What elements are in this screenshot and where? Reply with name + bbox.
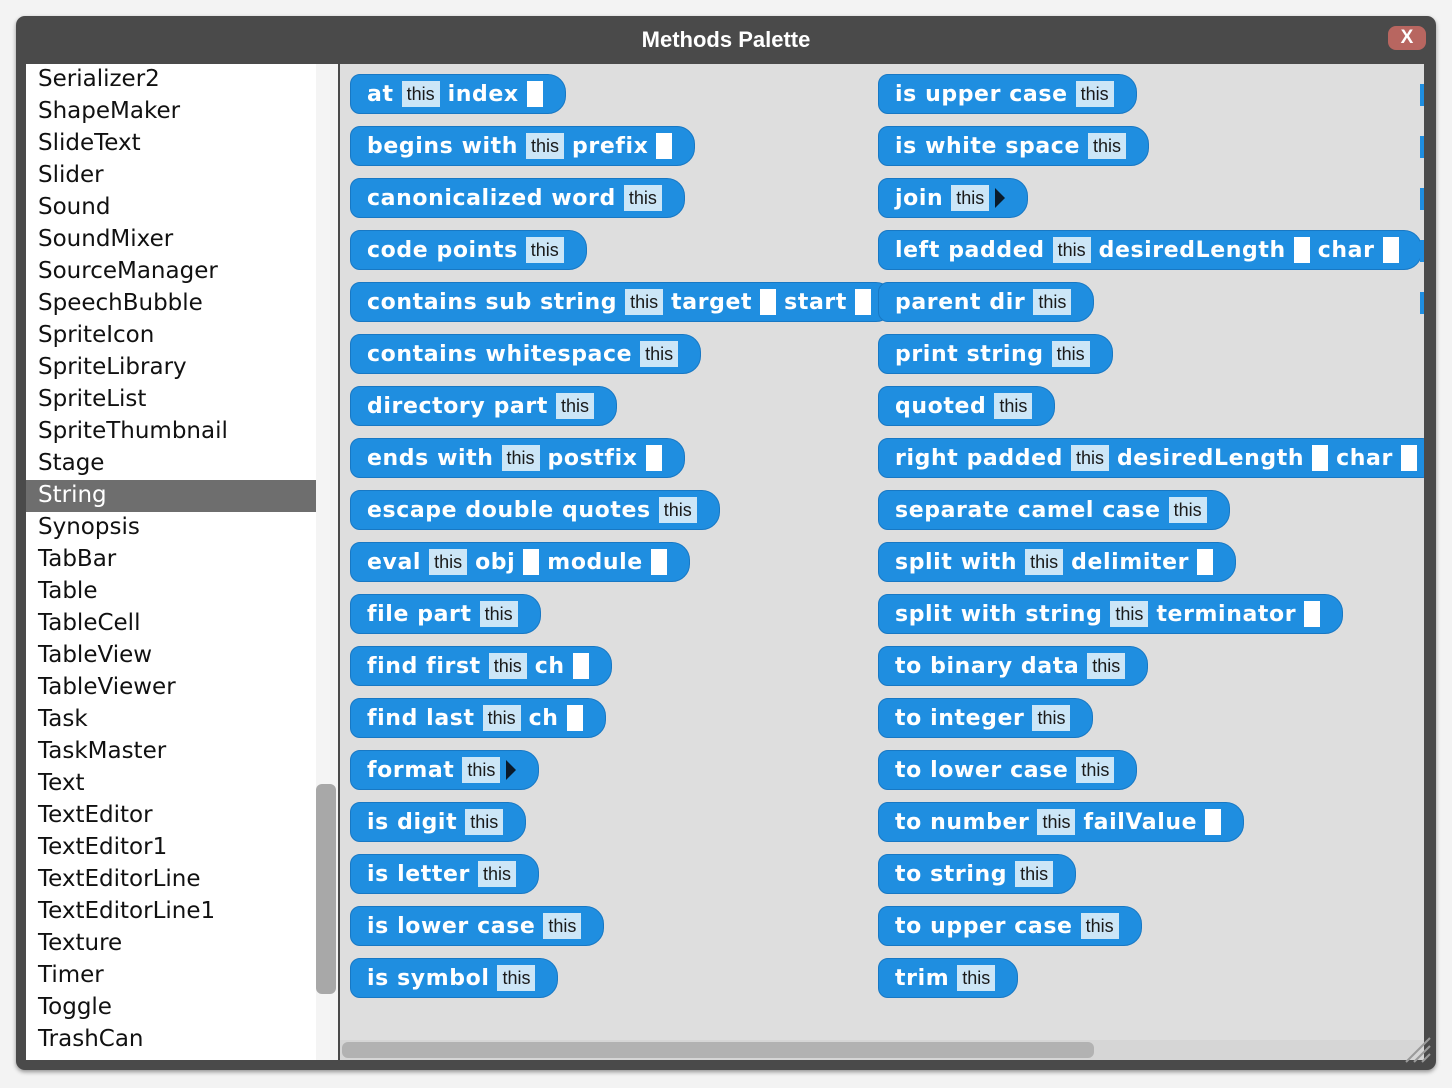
method-block[interactable] xyxy=(350,490,720,530)
title-bar[interactable] xyxy=(16,16,1436,64)
this-slot[interactable]: this xyxy=(429,549,467,575)
method-keyword: postfix xyxy=(547,445,638,471)
window-title: Methods Palette xyxy=(641,27,811,52)
this-slot[interactable]: this xyxy=(497,965,535,991)
class-list-item[interactable]: Stage xyxy=(38,450,105,476)
method-keyword: to string xyxy=(895,861,1008,887)
clipped-block[interactable] xyxy=(1420,240,1424,262)
class-list-scroll-thumb[interactable] xyxy=(316,784,336,994)
class-list-item[interactable]: TextEditor xyxy=(38,802,153,828)
this-slot[interactable]: this xyxy=(951,185,989,211)
argument-input-slot[interactable] xyxy=(651,549,667,575)
method-keyword: prefix xyxy=(572,133,649,159)
method-keyword: failValue xyxy=(1083,809,1198,835)
method-keyword: quoted xyxy=(895,393,987,419)
method-block[interactable] xyxy=(350,542,690,582)
method-keyword: contains sub string xyxy=(367,289,618,315)
class-list-item[interactable]: ShapeMaker xyxy=(38,98,181,124)
method-keyword: parent dir xyxy=(895,289,1026,315)
method-keyword: find first xyxy=(367,653,481,679)
this-slot[interactable]: this xyxy=(1081,913,1119,939)
this-slot[interactable]: this xyxy=(1071,445,1109,471)
clipped-block[interactable] xyxy=(1420,136,1424,158)
method-keyword: is letter xyxy=(367,861,470,887)
class-list-item[interactable]: SpriteLibrary xyxy=(38,354,187,380)
method-keyword: left padded xyxy=(895,237,1045,263)
class-list-item[interactable]: TableView xyxy=(38,642,153,668)
method-keyword: begins with xyxy=(367,133,519,159)
method-keyword: char xyxy=(1317,237,1375,263)
method-keyword: right padded xyxy=(895,445,1063,471)
this-slot[interactable]: this xyxy=(489,653,527,679)
this-slot[interactable]: this xyxy=(1052,341,1090,367)
method-keyword: is symbol xyxy=(367,965,490,991)
method-keyword: at xyxy=(367,81,394,107)
method-block[interactable] xyxy=(350,854,539,894)
method-keyword: separate camel case xyxy=(895,497,1161,523)
class-list[interactable] xyxy=(26,64,316,1060)
class-list-item[interactable]: SourceManager xyxy=(38,258,218,284)
this-slot[interactable]: this xyxy=(526,237,564,263)
methods-palette-window xyxy=(16,16,1436,1070)
method-block[interactable] xyxy=(350,334,701,374)
method-keyword: ch xyxy=(534,653,565,679)
this-slot[interactable]: this xyxy=(1015,861,1053,887)
class-list-item[interactable]: Serializer2 xyxy=(38,66,160,92)
class-list-item[interactable]: Texture xyxy=(38,930,123,956)
class-list-item[interactable]: Task xyxy=(38,706,88,732)
this-slot[interactable]: this xyxy=(1076,81,1114,107)
methods-horizontal-scroll-thumb[interactable] xyxy=(342,1042,1094,1058)
class-list-item[interactable]: TrashCan xyxy=(38,1026,144,1052)
method-block[interactable] xyxy=(878,178,1028,218)
method-block[interactable] xyxy=(350,750,539,790)
this-slot[interactable]: this xyxy=(994,393,1032,419)
argument-input-slot[interactable] xyxy=(656,133,672,159)
this-slot[interactable]: this xyxy=(1037,809,1075,835)
method-block[interactable] xyxy=(878,854,1076,894)
class-list-item[interactable]: Table xyxy=(38,578,98,604)
method-block[interactable] xyxy=(878,74,1137,114)
argument-input-slot[interactable] xyxy=(1197,549,1213,575)
class-list-item[interactable]: TextEditorLine xyxy=(38,866,201,892)
expand-arrow-icon[interactable] xyxy=(995,188,1005,208)
this-slot[interactable]: this xyxy=(543,913,581,939)
method-keyword: split with xyxy=(895,549,1018,575)
close-button[interactable]: X xyxy=(1388,26,1426,50)
method-keyword: find last xyxy=(367,705,475,731)
method-keyword: desiredLength xyxy=(1116,445,1305,471)
clipped-block[interactable] xyxy=(1420,188,1424,210)
method-block[interactable] xyxy=(350,698,606,738)
method-block[interactable] xyxy=(350,594,541,634)
class-list-item[interactable]: Synopsis xyxy=(38,514,140,540)
method-keyword: is lower case xyxy=(367,913,536,939)
class-list-item[interactable]: Toggle xyxy=(38,994,112,1020)
class-list-item[interactable]: Text xyxy=(38,770,85,796)
resize-handle-icon[interactable] xyxy=(1402,1034,1432,1064)
clipped-block[interactable] xyxy=(1420,84,1424,106)
methods-column-left xyxy=(350,74,894,1010)
method-keyword: to binary data xyxy=(895,653,1080,679)
class-list-item[interactable]: String xyxy=(26,480,316,512)
method-block[interactable] xyxy=(350,646,612,686)
clipped-block[interactable] xyxy=(1420,292,1424,314)
method-keyword: to upper case xyxy=(895,913,1073,939)
method-keyword: split with string xyxy=(895,601,1103,627)
method-keyword: format xyxy=(367,757,455,783)
method-keyword: delimiter xyxy=(1071,549,1190,575)
this-slot[interactable]: this xyxy=(659,497,697,523)
method-keyword: terminator xyxy=(1156,601,1297,627)
class-list-item[interactable]: TaskMaster xyxy=(38,738,167,764)
class-list-item[interactable]: SpriteIcon xyxy=(38,322,155,348)
method-keyword: to integer xyxy=(895,705,1025,731)
method-keyword: ends with xyxy=(367,445,494,471)
method-block[interactable] xyxy=(878,646,1148,686)
class-list-item[interactable]: Slider xyxy=(38,162,104,188)
method-block[interactable] xyxy=(878,490,1230,530)
method-keyword: ch xyxy=(528,705,559,731)
class-list-item[interactable]: TextEditorLine1 xyxy=(38,898,216,924)
method-block[interactable] xyxy=(350,230,587,270)
this-slot[interactable]: this xyxy=(1087,653,1125,679)
class-list-item[interactable]: TableViewer xyxy=(38,674,176,700)
method-keyword: to number xyxy=(895,809,1030,835)
argument-input-slot[interactable] xyxy=(567,705,583,731)
method-keyword: escape double quotes xyxy=(367,497,651,523)
methods-horizontal-scrollbar[interactable] xyxy=(340,1040,1424,1060)
argument-input-slot[interactable] xyxy=(855,289,871,315)
class-list-item[interactable]: SpriteList xyxy=(38,386,147,412)
method-keyword: directory part xyxy=(367,393,548,419)
method-keyword: obj xyxy=(475,549,516,575)
argument-input-slot[interactable] xyxy=(1383,237,1399,263)
class-list-item[interactable]: SpeechBubble xyxy=(38,290,203,316)
method-block[interactable] xyxy=(878,958,1018,998)
this-slot[interactable]: this xyxy=(478,861,516,887)
method-block[interactable] xyxy=(350,126,695,166)
method-keyword: desiredLength xyxy=(1098,237,1286,263)
methods-column-right xyxy=(878,74,1424,1010)
argument-input-slot[interactable] xyxy=(573,653,589,679)
this-slot[interactable]: this xyxy=(1088,133,1126,159)
argument-input-slot[interactable] xyxy=(1312,445,1328,471)
method-block[interactable] xyxy=(878,802,1244,842)
class-list-item[interactable]: SlideText xyxy=(38,130,141,156)
this-slot[interactable]: this xyxy=(957,965,995,991)
argument-input-slot[interactable] xyxy=(1205,809,1221,835)
method-block[interactable] xyxy=(878,282,1094,322)
method-keyword: is digit xyxy=(367,809,458,835)
method-keyword: is white space xyxy=(895,133,1080,159)
method-block[interactable] xyxy=(878,698,1093,738)
this-slot[interactable]: this xyxy=(483,705,521,731)
argument-input-slot[interactable] xyxy=(1294,237,1310,263)
method-keyword: code points xyxy=(367,237,518,263)
method-block[interactable] xyxy=(350,802,526,842)
class-list-item[interactable]: Timer xyxy=(38,962,104,988)
class-list-item[interactable]: TabBar xyxy=(38,546,117,572)
expand-arrow-icon[interactable] xyxy=(506,760,516,780)
this-slot[interactable]: this xyxy=(625,289,663,315)
argument-input-slot[interactable] xyxy=(523,549,539,575)
this-slot[interactable]: this xyxy=(640,341,678,367)
method-keyword: print string xyxy=(895,341,1044,367)
method-keyword: to lower case xyxy=(895,757,1069,783)
method-block[interactable] xyxy=(350,906,604,946)
this-slot[interactable]: this xyxy=(1025,549,1063,575)
method-block[interactable] xyxy=(878,750,1137,790)
this-slot[interactable]: this xyxy=(1053,237,1091,263)
class-list-item[interactable]: TableCell xyxy=(38,610,141,636)
method-block[interactable] xyxy=(350,958,558,998)
method-keyword: trim xyxy=(895,965,950,991)
method-keyword: target xyxy=(671,289,753,315)
class-list-item[interactable]: SpriteThumbnail xyxy=(38,418,228,444)
method-block[interactable] xyxy=(350,438,685,478)
method-block[interactable] xyxy=(350,386,617,426)
this-slot[interactable]: this xyxy=(402,81,440,107)
methods-area xyxy=(340,64,1424,1060)
this-slot[interactable]: this xyxy=(480,601,518,627)
this-slot[interactable]: this xyxy=(1032,705,1070,731)
class-list-item[interactable]: Sound xyxy=(38,194,111,220)
class-list-item[interactable]: SoundMixer xyxy=(38,226,174,252)
method-keyword: char xyxy=(1336,445,1393,471)
method-block[interactable] xyxy=(878,334,1113,374)
method-block[interactable] xyxy=(878,230,1422,270)
method-keyword: start xyxy=(784,289,847,315)
method-block[interactable] xyxy=(878,386,1055,426)
this-slot[interactable]: this xyxy=(1110,601,1148,627)
this-slot[interactable]: this xyxy=(556,393,594,419)
method-block[interactable] xyxy=(878,126,1149,166)
method-block[interactable] xyxy=(350,282,894,322)
method-block[interactable] xyxy=(350,178,685,218)
method-keyword: index xyxy=(447,81,519,107)
this-slot[interactable]: this xyxy=(1169,497,1207,523)
this-slot[interactable]: this xyxy=(526,133,564,159)
method-keyword: contains whitespace xyxy=(367,341,633,367)
this-slot[interactable]: this xyxy=(1076,757,1114,783)
this-slot[interactable]: this xyxy=(465,809,503,835)
method-keyword: canonicalized word xyxy=(367,185,616,211)
method-block[interactable] xyxy=(878,438,1424,478)
method-keyword: eval xyxy=(367,549,422,575)
class-list-scrollbar[interactable] xyxy=(316,64,338,1060)
argument-input-slot[interactable] xyxy=(1304,601,1320,627)
method-keyword: join xyxy=(895,185,944,211)
method-keyword: is upper case xyxy=(895,81,1068,107)
this-slot[interactable]: this xyxy=(1033,289,1071,315)
argument-input-slot[interactable] xyxy=(646,445,662,471)
this-slot[interactable]: this xyxy=(462,757,500,783)
argument-input-slot[interactable] xyxy=(527,81,543,107)
method-block[interactable] xyxy=(878,906,1142,946)
method-keyword: module xyxy=(547,549,643,575)
method-block[interactable] xyxy=(878,542,1236,582)
argument-input-slot[interactable] xyxy=(1401,445,1417,471)
method-keyword: file part xyxy=(367,601,472,627)
method-block[interactable] xyxy=(350,74,566,114)
argument-input-slot[interactable] xyxy=(760,289,776,315)
this-slot[interactable]: this xyxy=(624,185,662,211)
class-list-item[interactable]: TextEditor1 xyxy=(38,834,168,860)
this-slot[interactable]: this xyxy=(502,445,540,471)
method-block[interactable] xyxy=(878,594,1343,634)
